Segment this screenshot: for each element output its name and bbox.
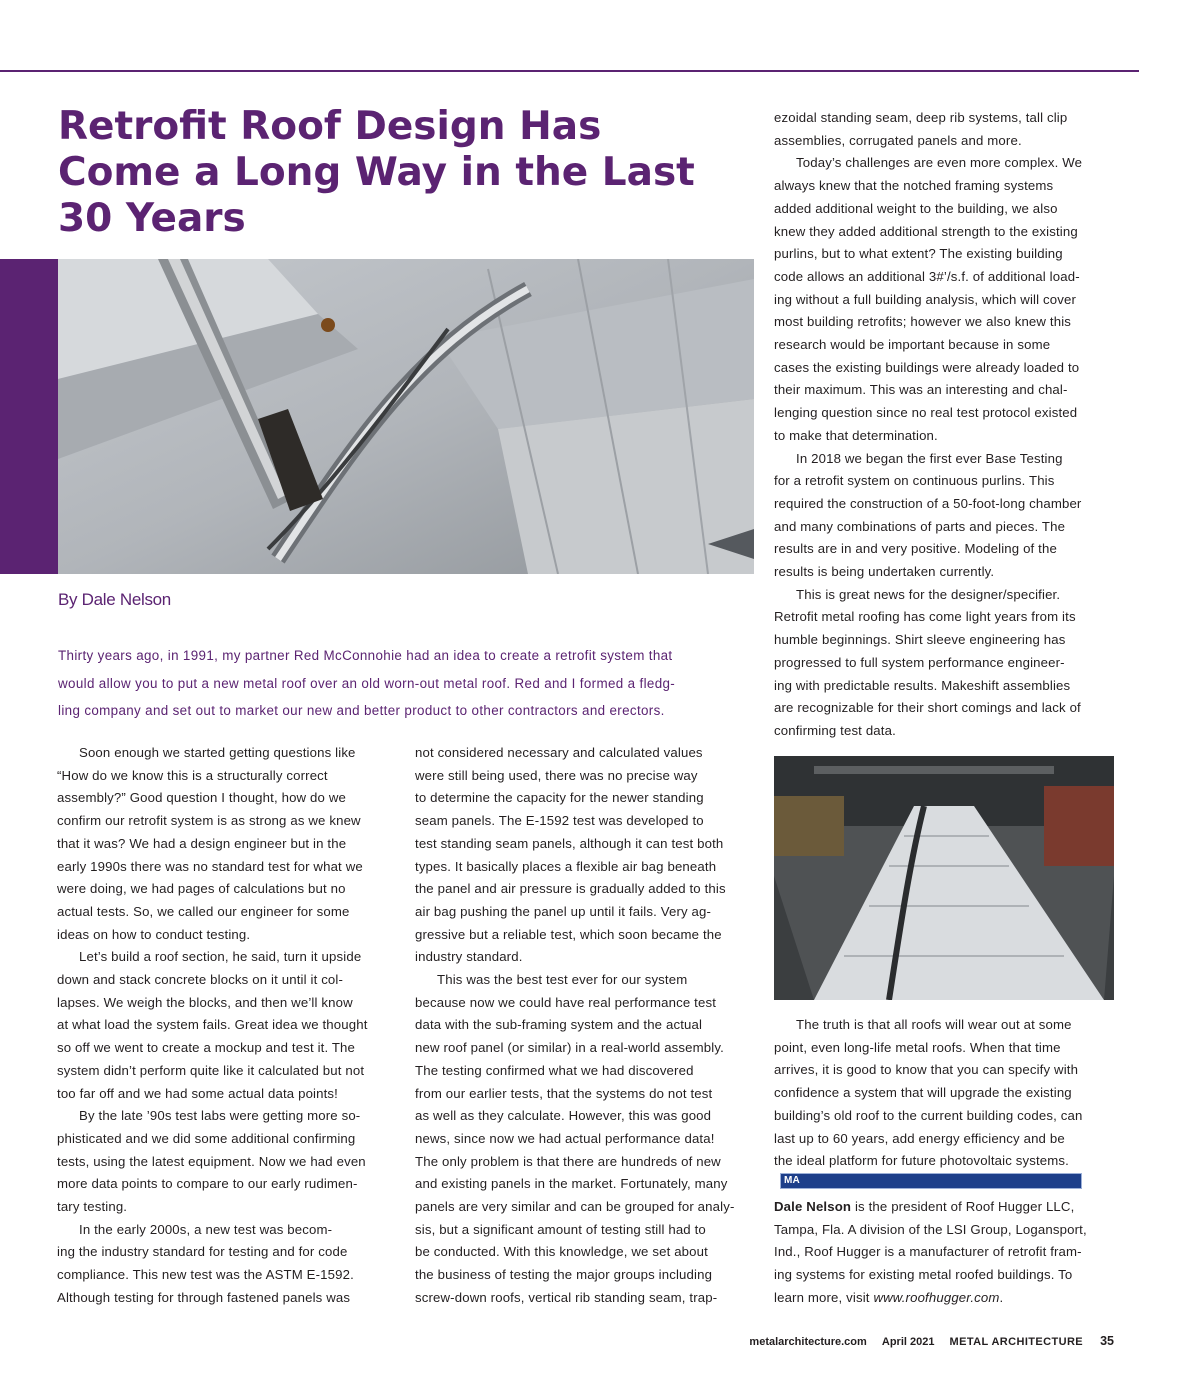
text-line: point, even long-life metal roofs. When that time [774,1039,1061,1055]
text-line: By the late ’90s test labs were getting more so- [79,1108,361,1124]
text-line: Although testing for through fastened panels was [57,1289,351,1305]
text-line: added additional weight to the building, we also [774,200,1058,216]
website-link[interactable]: www.roofhugger.com [873,1289,1000,1305]
text-line: assemblies, corrugated panels and more. [774,132,1022,148]
body-column-middle [415,742,735,1310]
text-line: down and stack concrete blocks on it until it col- [57,972,344,988]
text-line: are recognizable for their short comings and lack of [774,700,1081,716]
text-line: the business of testing the major groups including [415,1267,713,1283]
text-line: ezoidal standing seam, deep rib systems, tall clip [774,110,1068,125]
headline-line: 30 Years [58,196,246,241]
text-line: seam panels. The E-1592 test was developed to [415,813,704,829]
test-chamber-photo [774,756,1114,1000]
text-line: compliance. This new test was the ASTM E-1592. [57,1267,354,1283]
text-line: code allows an additional 3#’/s.f. of additional load- [774,268,1080,284]
text-line: gressive but a reliable test, which soon became the [415,926,722,942]
text-line: In the early 2000s, a new test was becom- [79,1221,333,1237]
page-footer [737,1334,1114,1348]
text-line: were doing, we had pages of calculations but no [57,881,346,897]
text-line: purlins, but to what extent? The existing building [774,246,1063,262]
page-number: 35 [1100,1334,1114,1348]
lede-paragraph [58,642,758,725]
text-line: actual tests. So, we called our engineer for some [57,903,350,919]
text-line: most building retrofits; however we also knew this [774,314,1072,330]
bio-line: Ind., Roof Hugger is a manufacturer of retrofit fram- [774,1244,1082,1260]
lede-line: would allow you to put a new metal roof over an old worn-out metal roof. Red and I formed a fledg- [58,675,676,691]
bio-line [774,1287,1087,1310]
text-line: because now we could have real performance test [415,994,717,1010]
text-line: screw-down roofs, vertical rib standing seam, trap- [415,1289,718,1305]
text-line: industry standard. [415,949,523,965]
text-line: Retrofit metal roofing has come light years from its [774,609,1076,625]
text-line: as well as they calculate. However, this was good [415,1108,712,1124]
end-mark-logo: MA [780,1173,1082,1189]
text-line: “How do we know this is a structurally correct [57,767,328,783]
bio-text: . [999,1289,1004,1305]
text-line: In 2018 we began the first ever Base Testing [796,450,1063,466]
text-line: to make that determination. [774,427,938,443]
text-line: required the construction of a 50-foot-long chamber [774,495,1082,511]
text-line: news, since now we had actual performance data! [415,1130,715,1146]
text-line: were still being used, there was no precise way [415,767,698,783]
text-line: be conducted. With this knowledge, we set about [415,1244,708,1260]
text-line: sis, but a significant amount of testing still had to [415,1221,706,1237]
text-line: too far off and we had some actual data points! [57,1085,338,1101]
headline-line: Retrofit Roof Design Has [58,104,602,149]
text-line: types. It basically places a flexible air bag beneath [415,858,717,874]
text-line: ideas on how to conduct testing. [57,926,251,942]
text-line: knew they added additional strength to the existing [774,223,1078,239]
text-line: results is being undertaken currently. [774,564,995,580]
text-line: lapses. We weigh the blocks, and then we’ll know [57,994,353,1010]
lede-line: ling company and set out to market our new and better product to other contractors and erectors. [58,703,665,718]
text-line: cases the existing buildings were already loaded to [774,359,1080,375]
text-line: always knew that the notched framing systems [774,178,1054,194]
lede-line: Thirty years ago, in 1991, my partner Red McConnohie had an idea to create a retrofit system that [58,648,673,663]
text-line: not considered necessary and calculated values [415,745,703,760]
text-line [774,1150,1082,1189]
text-line: lenging question since no real test protocol existed [774,405,1078,421]
text-line: ing with predictable results. Makeshift assemblies [774,677,1071,693]
text-line: early 1990s there was no standard test for what we [57,858,363,874]
footer-issue: April 2021 [881,1336,935,1348]
text-line: the panel and air pressure is gradually added to this [415,881,726,897]
text-line: This was the best test ever for our system [437,972,688,988]
bio-text: is the president of Roof Hugger LLC, [851,1199,1075,1214]
text-line: air bag pushing the panel up until it fails. Very ag- [415,903,712,919]
text-line: confidence a system that will upgrade the existing [774,1085,1072,1101]
text-line: arrives, it is good to know that you can specify with [774,1062,1079,1078]
text-line: last up to 60 years, add energy efficiency and be [774,1130,1065,1146]
text-line: Let’s build a roof section, he said, turn it upside [79,949,362,965]
text-line: tests, using the latest equipment. Now we had even [57,1153,366,1169]
text-line: at what load the system fails. Great idea we thought [57,1017,368,1033]
text-line: from our earlier tests, that the systems do not test [415,1085,713,1101]
bio-line [774,1196,1087,1219]
text-line: building’s old roof to the current building codes, can [774,1107,1083,1123]
author-name: Dale Nelson [774,1199,852,1214]
text-line: ing the industry standard for testing and for code [57,1244,348,1260]
text-line: research would be important because in some [774,337,1051,353]
roof-failure-photo [58,259,754,574]
text-line: and existing panels in the market. Fortunately, many [415,1176,728,1192]
text-line: progressed to full system performance engineer- [774,654,1065,670]
text-line: for a retrofit system on continuous purlins. This [774,473,1055,489]
body-column-left [57,742,368,1310]
text-line: phisticated and we did some additional confirming [57,1130,356,1146]
text-line: their maximum. This was an interesting and chal- [774,382,1068,398]
text-line: and many combinations of parts and pieces. The [774,518,1066,534]
text-line: confirming test data. [774,722,896,738]
body-column-right-bottom [774,1014,1082,1189]
text-line: so off we went to create a mockup and test it. The [57,1040,356,1056]
text-line: confirm our retrofit system is as strong as we knew [57,813,361,829]
text-line: more data points to compare to our early rudimen- [57,1176,358,1192]
top-rule [0,70,1139,72]
text-line: Today’s challenges are even more complex. We [796,155,1083,171]
text-line: assembly?” Good question I thought, how do we [57,790,346,806]
text-line: The truth is that all roofs will wear out at some [796,1017,1072,1032]
text-line: data with the sub-framing system and the actual [415,1017,703,1033]
headline-line: Come a Long Way in the Last [58,150,695,195]
text-line: that it was? We had a design engineer but in the [57,835,347,851]
text-line: results are in and very positive. Modeling of the [774,541,1057,557]
bio-line: Tampa, Fla. A division of the LSI Group, Logansport, [774,1221,1087,1237]
text-line: new roof panel (or similar) in a real-world assembly. [415,1040,724,1056]
text-line: test standing seam panels, although it can test both [415,835,724,851]
text-line: system didn’t perform quite like it calculated but not [57,1062,365,1078]
byline: By Dale Nelson [58,590,171,609]
text-line: panels are very similar and can be grouped for analy- [415,1199,735,1215]
text-line: This is great news for the designer/specifier. [796,586,1061,602]
footer-magazine: METAL ARCHITECTURE [949,1336,1084,1348]
article-headline [58,104,758,242]
text-line: The testing confirmed what we had discovered [415,1062,694,1078]
footer-site: metalarchitecture.com [749,1336,867,1348]
bio-text: learn more, visit [774,1289,874,1305]
text-line: to determine the capacity for the newer standing [415,790,704,806]
text-line: the ideal platform for future photovoltaic systems. [774,1153,1069,1169]
text-line: The only problem is that there are hundreds of new [415,1153,721,1169]
text-line: humble beginnings. Shirt sleeve engineering has [774,632,1066,648]
text-line: ing without a full building analysis, which will cover [774,291,1077,307]
bio-line: ing systems for existing metal roofed buildings. To [774,1267,1073,1283]
accent-bar [0,259,58,574]
text-line: tary testing. [57,1199,128,1215]
author-bio [774,1196,1087,1310]
body-column-right-top [774,107,1082,743]
text-line: Soon enough we started getting questions like [79,745,356,760]
